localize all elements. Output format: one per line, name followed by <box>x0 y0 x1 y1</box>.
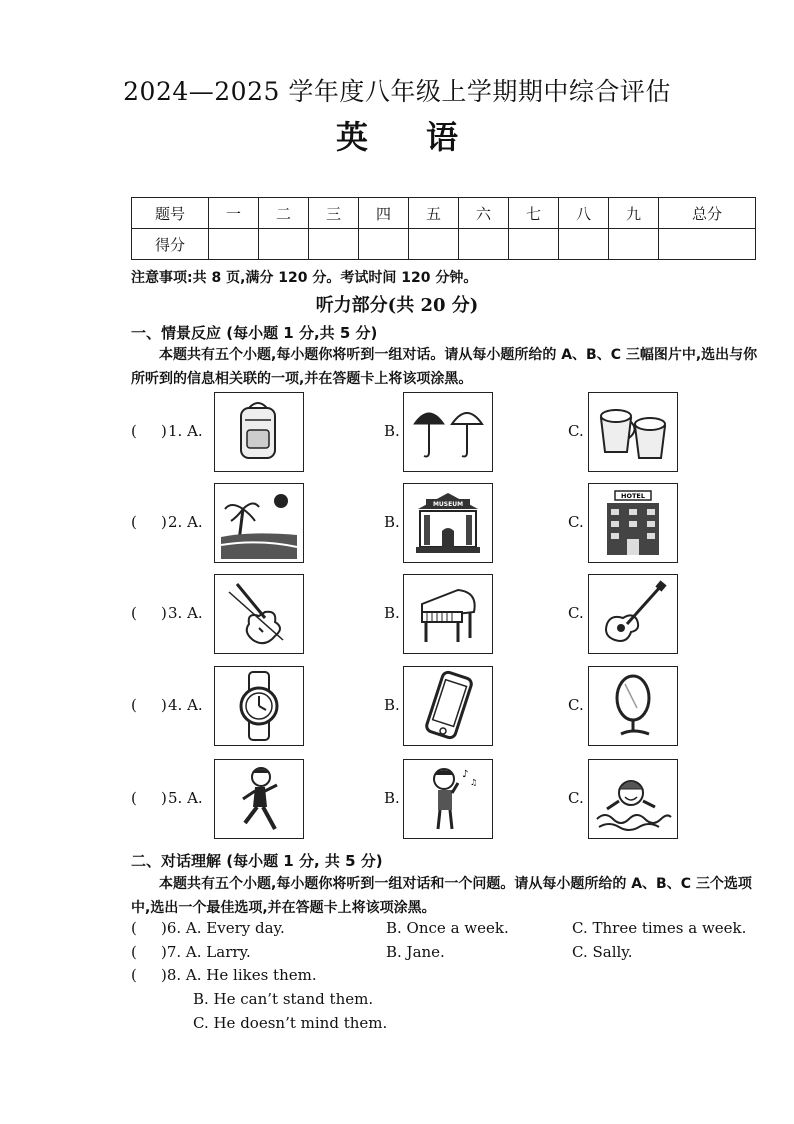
score-cell: 二 <box>259 198 309 229</box>
option-a-image[interactable] <box>214 483 304 563</box>
beach-icon <box>219 487 299 559</box>
q6-option-a: )6. A. Every day. <box>161 919 285 937</box>
q7-option-c: C. Sally. <box>572 943 633 961</box>
score-cell: 五 <box>409 198 459 229</box>
option-c-label: C. <box>568 513 584 531</box>
answer-paren[interactable]: ( ) <box>131 789 167 807</box>
score-table <box>131 197 756 260</box>
option-b-label: B. <box>384 422 400 440</box>
score-blank[interactable] <box>609 229 659 260</box>
piano-icon <box>408 578 488 650</box>
option-b-label: B. <box>384 604 400 622</box>
section2-heading: 二、对话理解 (每小题 1 分, 共 5 分) <box>131 852 383 870</box>
option-c-label: C. <box>568 422 584 440</box>
score-cell: 九 <box>609 198 659 229</box>
answer-paren[interactable]: ( ) <box>131 422 167 440</box>
mirror-icon <box>593 670 673 742</box>
option-c-image[interactable] <box>588 666 678 746</box>
paren-open: ( <box>131 513 137 531</box>
option-b-image[interactable] <box>403 392 493 472</box>
question-row-2 <box>131 483 771 565</box>
question-row-1 <box>131 392 771 474</box>
singing-boy-icon <box>408 763 488 835</box>
option-b-label: B. <box>384 696 400 714</box>
q7-option-a: )7. A. Larry. <box>161 943 251 961</box>
option-b-image[interactable] <box>403 483 493 563</box>
violin-icon <box>219 578 299 650</box>
paren-open[interactable]: ( <box>131 943 137 961</box>
score-blank[interactable] <box>559 229 609 260</box>
exam-notice: 注意事项:共 8 页,满分 120 分。考试时间 120 分钟。 <box>131 270 478 286</box>
question-number: 1. A. <box>168 422 203 440</box>
question-number: 3. A. <box>168 604 203 622</box>
score-blank[interactable] <box>359 229 409 260</box>
question-row-4 <box>131 666 771 748</box>
question-6 <box>131 919 771 941</box>
music-note: ♪ <box>462 769 469 780</box>
museum-sign: MUSEUM <box>432 501 464 508</box>
score-row-label: 得分 <box>132 229 209 260</box>
score-blank[interactable] <box>509 229 559 260</box>
score-cell: 四 <box>359 198 409 229</box>
option-c-label: C. <box>568 604 584 622</box>
option-b-label: B. <box>384 513 400 531</box>
score-cell: 三 <box>309 198 359 229</box>
score-cell: 题号 <box>132 198 209 229</box>
exam-title: 2024—2025 学年度八年级上学期期中综合评估 <box>123 77 671 106</box>
option-b-image[interactable] <box>403 574 493 654</box>
score-cell: 六 <box>459 198 509 229</box>
score-table-header-row <box>132 198 756 229</box>
option-c-image[interactable] <box>588 483 678 563</box>
question-number: 2. A. <box>168 513 203 531</box>
hotel-icon <box>593 487 673 559</box>
option-a-image[interactable] <box>214 392 304 472</box>
option-c-image[interactable] <box>588 574 678 654</box>
museum-icon <box>408 487 488 559</box>
option-b-image[interactable] <box>403 666 493 746</box>
option-a-image[interactable] <box>214 759 304 839</box>
option-c-label: C. <box>568 789 584 807</box>
q6-option-b: B. Once a week. <box>386 919 509 937</box>
answer-paren[interactable]: ( ) <box>131 696 167 714</box>
option-c-image[interactable] <box>588 759 678 839</box>
listening-part-title: 听力部分(共 20 分) <box>315 295 479 316</box>
score-blank[interactable] <box>209 229 259 260</box>
score-cell: 一 <box>209 198 259 229</box>
coffee-cups-icon <box>593 396 673 468</box>
score-blank[interactable] <box>309 229 359 260</box>
score-blank[interactable] <box>259 229 309 260</box>
phone-icon <box>408 670 488 742</box>
score-cell: 总分 <box>659 198 756 229</box>
option-a-image[interactable] <box>214 574 304 654</box>
watch-icon <box>219 670 299 742</box>
umbrellas-icon <box>408 396 488 468</box>
option-b-image[interactable] <box>403 759 493 839</box>
score-table-score-row <box>132 229 756 260</box>
score-cell: 八 <box>559 198 609 229</box>
paren-open: ( <box>131 604 137 622</box>
q8-option-b: B. He can’t stand them. <box>193 990 374 1008</box>
q8-option-c: C. He doesn’t mind them. <box>193 1014 388 1032</box>
option-c-label: C. <box>568 696 584 714</box>
score-blank[interactable] <box>459 229 509 260</box>
paren-open[interactable]: ( <box>131 919 137 937</box>
score-blank[interactable] <box>659 229 756 260</box>
music-note: ♫ <box>470 778 478 787</box>
subject-title: 英语 <box>335 118 516 156</box>
hotel-sign: HOTEL <box>621 492 645 500</box>
section1-heading: 一、情景反应 (每小题 1 分,共 5 分) <box>131 324 378 342</box>
paren-open: ( <box>131 789 137 807</box>
q7-option-b: B. Jane. <box>386 943 445 961</box>
score-blank[interactable] <box>409 229 459 260</box>
answer-paren[interactable]: ( ) <box>131 513 167 531</box>
backpack-icon <box>219 396 299 468</box>
option-a-image[interactable] <box>214 666 304 746</box>
question-7 <box>131 943 771 965</box>
guitar-icon <box>593 578 673 650</box>
question-number: 5. A. <box>168 789 203 807</box>
section1-instruction: 本题共有五个小题,每小题你将听到一组对话。请从每小题所给的 A、B、C 三幅图片中,选出与你所听到的信息相关联的一项,并在答题卡上将该项涂黑。 <box>131 347 758 387</box>
q6-option-c: C. Three times a week. <box>572 919 747 937</box>
option-c-image[interactable] <box>588 392 678 472</box>
answer-paren[interactable]: ( ) <box>131 604 167 622</box>
paren-open: ( <box>131 696 137 714</box>
paren-open: ( <box>131 422 137 440</box>
question-row-3 <box>131 574 771 656</box>
question-number: 4. A. <box>168 696 203 714</box>
q8-option-a: )8. A. He likes them. <box>161 966 317 984</box>
question-8 <box>131 966 771 988</box>
option-b-label: B. <box>384 789 400 807</box>
swimming-boy-icon <box>593 763 673 835</box>
paren-open[interactable]: ( <box>131 966 137 984</box>
running-boy-icon <box>219 763 299 835</box>
question-row-5 <box>131 759 771 841</box>
section2-instruction: 本题共有五个小题,每小题你将听到一组对话和一个问题。请从每小题所给的 A、B、C 三个选项中,选出一个最佳选项,并在答题卡上将该项涂黑。 <box>131 876 752 916</box>
score-cell: 七 <box>509 198 559 229</box>
